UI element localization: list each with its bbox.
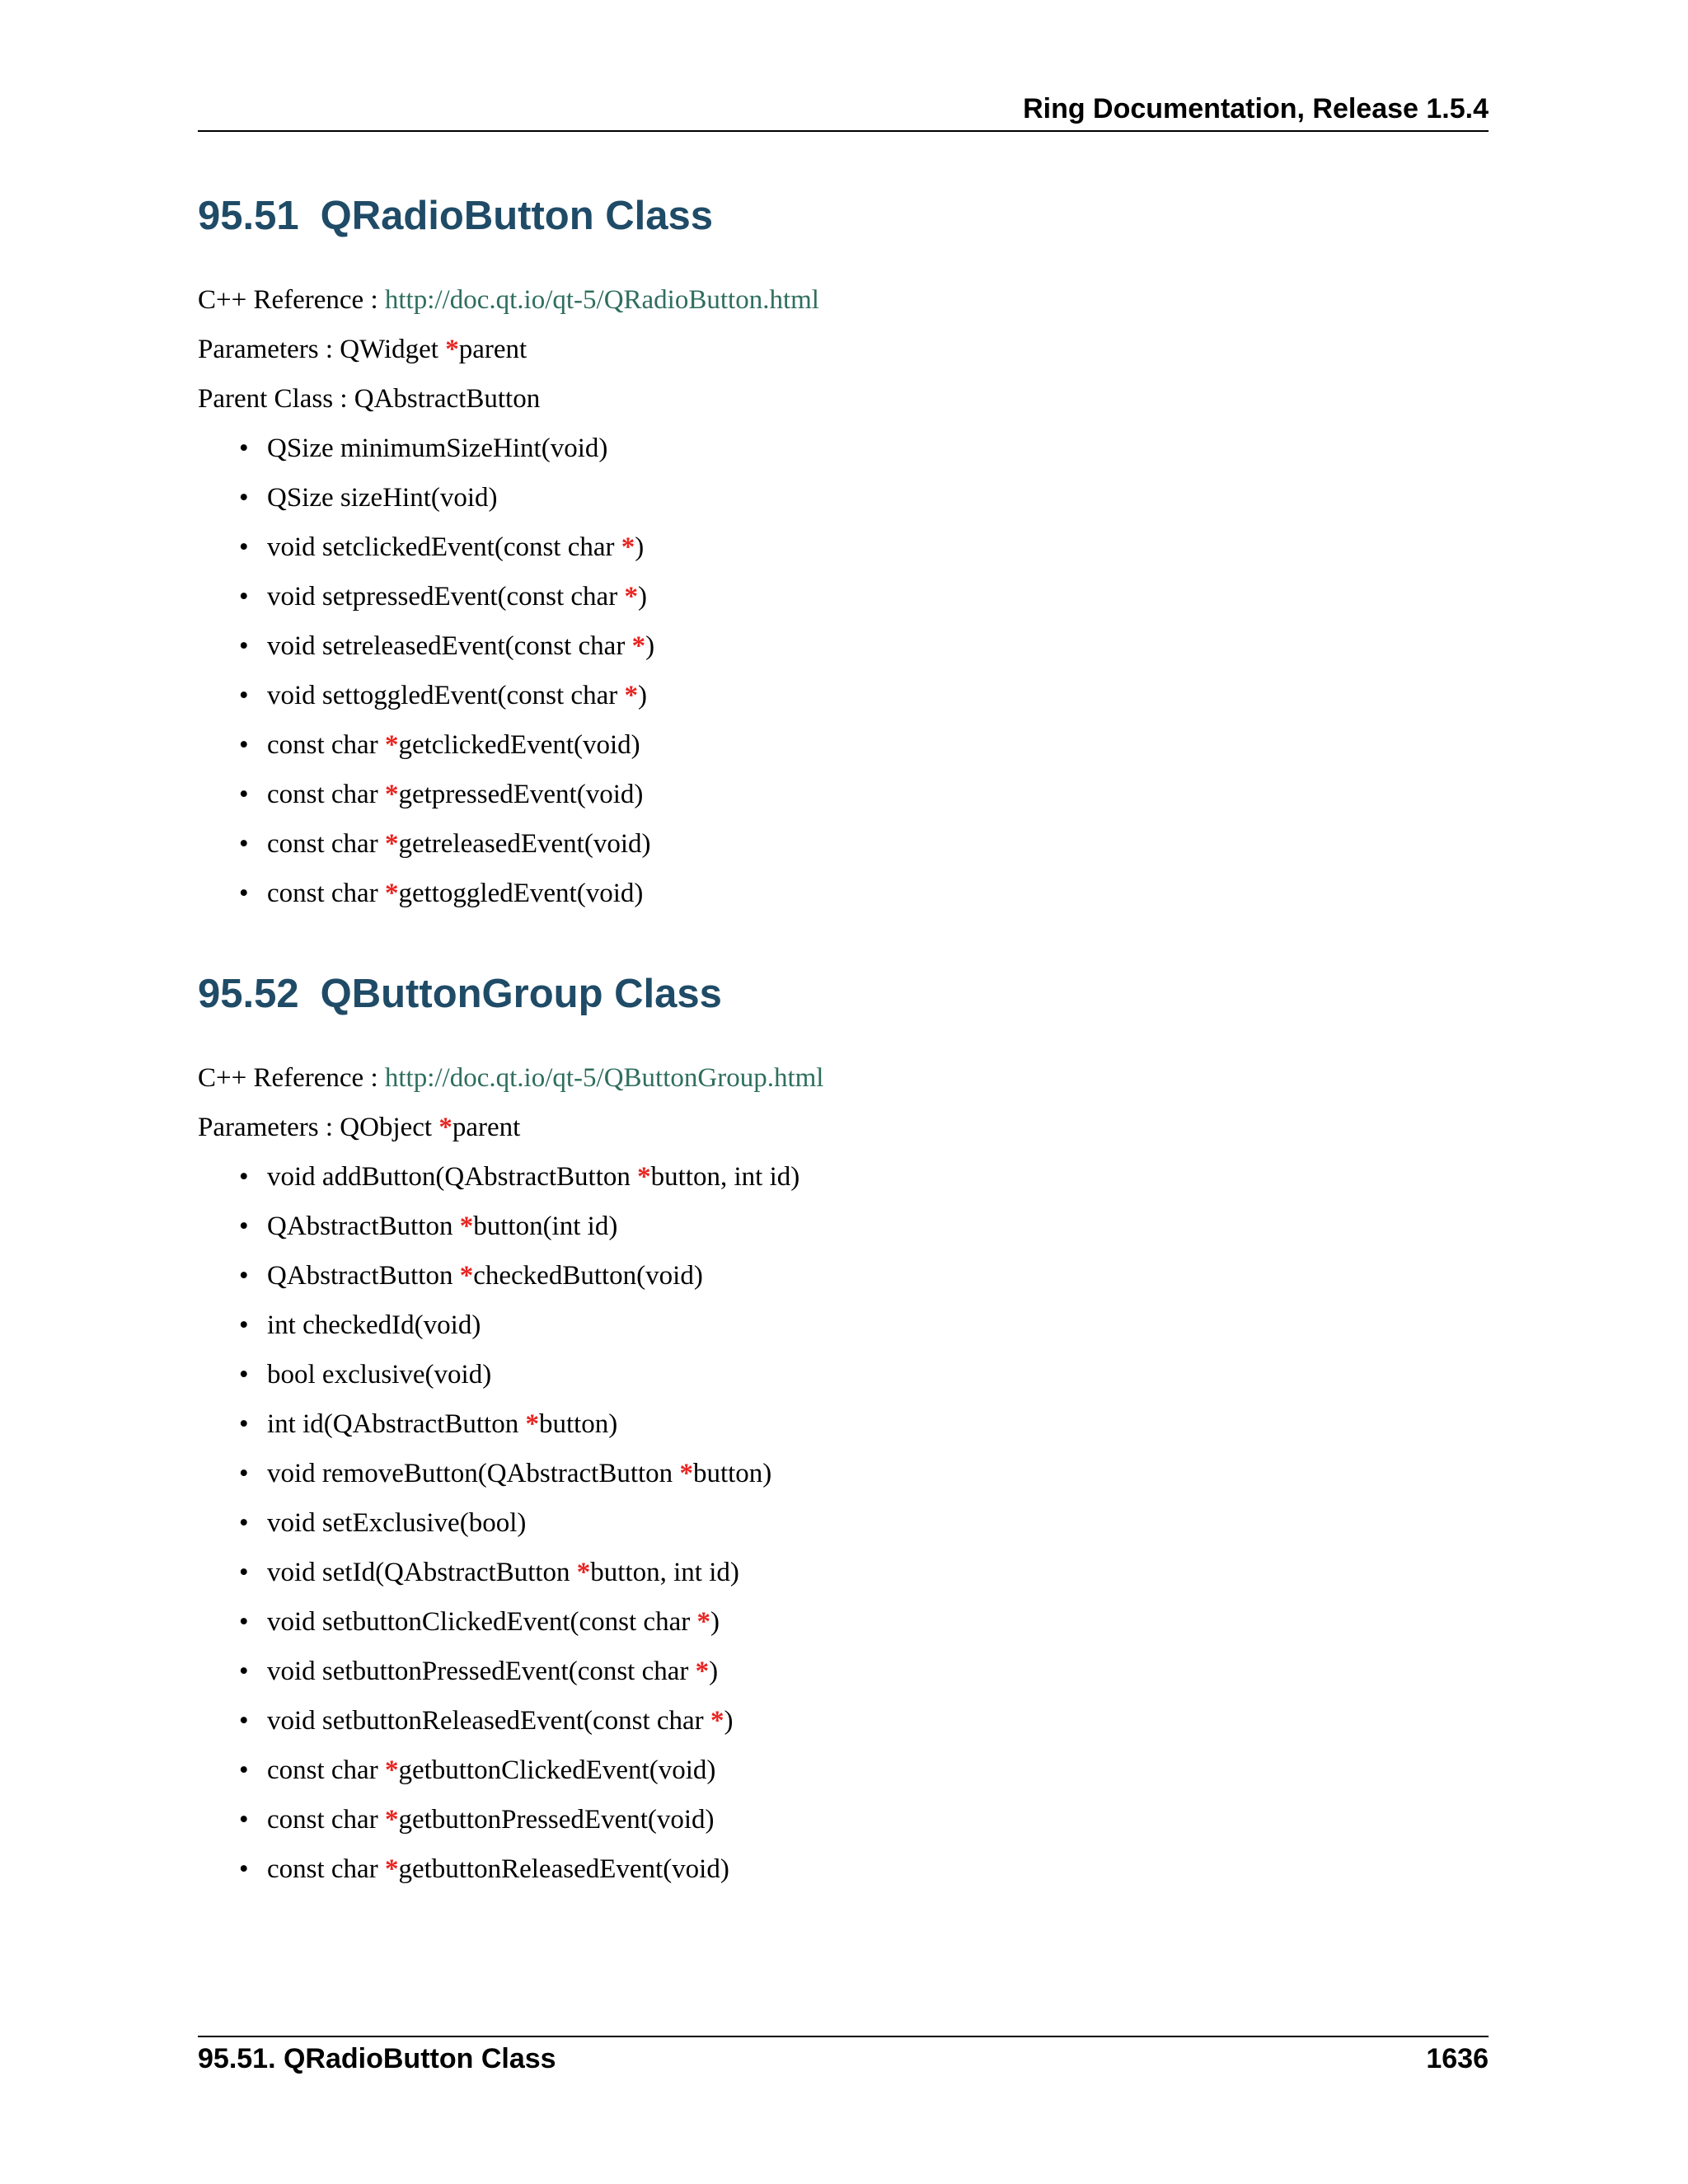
method-signature-start: bool exclusive(void): [267, 1360, 492, 1390]
bullet-icon: •: [239, 483, 249, 513]
bullet-icon: •: [239, 582, 249, 612]
method-item: [198, 1309, 799, 1358]
bullet-icon: •: [239, 829, 249, 859]
method-item: [198, 1160, 799, 1210]
pointer-star: *: [679, 1459, 693, 1488]
method-signature-start: int id(QAbstractButton: [267, 1409, 526, 1439]
method-signature-end: ): [645, 631, 655, 661]
footer-section-title: 95.51. QRadioButton Class: [198, 2043, 556, 2074]
pointer-star: *: [459, 1212, 474, 1241]
method-item: [198, 1655, 799, 1704]
method-signature-start: const char: [267, 1805, 385, 1835]
cpp-reference-line: [198, 1062, 823, 1094]
page-number: 1636: [1426, 2043, 1489, 2074]
reference-label: C++ Reference :: [198, 285, 385, 315]
method-item: [198, 1408, 799, 1457]
footer-rule: [198, 2036, 1489, 2037]
bullet-icon: •: [239, 631, 249, 661]
pointer-star: *: [576, 1558, 591, 1587]
pointer-star: *: [384, 1805, 399, 1835]
method-signature-end: ): [635, 532, 645, 562]
method-signature-start: void settoggledEvent(const char: [267, 681, 625, 710]
method-signature-end: getpressedEvent(void): [398, 780, 644, 809]
parameter-name: parent: [458, 335, 528, 364]
method-signature-end: getbuttonReleasedEvent(void): [398, 1854, 729, 1884]
method-signature-start: void setbuttonClickedEvent(const char: [267, 1607, 697, 1637]
pointer-star: *: [384, 1854, 399, 1884]
bullet-icon: •: [239, 434, 249, 463]
method-signature-start: void removeButton(QAbstractButton: [267, 1459, 680, 1488]
bullet-icon: •: [239, 1706, 249, 1736]
bullet-icon: •: [239, 1755, 249, 1785]
bullet-icon: •: [239, 1805, 249, 1835]
method-signature-end: ): [724, 1706, 734, 1736]
pointer-star: *: [438, 1113, 452, 1142]
method-signature-start: void setreleasedEvent(const char: [267, 631, 632, 661]
method-item: [198, 630, 654, 679]
method-signature-end: button): [692, 1459, 772, 1488]
method-signature-start: QSize minimumSizeHint(void): [267, 434, 608, 463]
method-signature-start: const char: [267, 780, 385, 809]
method-signature-end: checkedButton(void): [473, 1261, 703, 1291]
pointer-star: *: [384, 1755, 399, 1785]
method-signature-start: const char: [267, 730, 385, 760]
method-signature-start: void setExclusive(bool): [267, 1508, 527, 1538]
pointer-star: *: [696, 1607, 710, 1637]
method-list-qradiobutton: [198, 432, 654, 926]
header-rule: [198, 130, 1489, 132]
method-item: [198, 1210, 799, 1259]
parent-class-label: Parent Class :: [198, 384, 354, 414]
method-signature-start: void setpressedEvent(const char: [267, 582, 625, 612]
method-signature-start: const char: [267, 829, 385, 859]
section-number: 95.51: [198, 194, 299, 238]
method-item: [198, 778, 654, 827]
method-signature-start: const char: [267, 879, 385, 908]
method-signature-start: void setbuttonReleasedEvent(const char: [267, 1706, 710, 1736]
pointer-star: *: [624, 582, 638, 612]
parameter-name: parent: [452, 1113, 521, 1142]
method-item: [198, 531, 654, 580]
bullet-icon: •: [239, 1657, 249, 1686]
bullet-icon: •: [239, 1607, 249, 1637]
method-item: [198, 1754, 799, 1803]
method-signature-end: button, int id): [590, 1558, 739, 1587]
bullet-icon: •: [239, 1212, 249, 1241]
pointer-star: *: [637, 1162, 651, 1192]
bullet-icon: •: [239, 879, 249, 908]
method-signature-end: getbuttonClickedEvent(void): [398, 1755, 716, 1785]
method-item: [198, 1704, 799, 1754]
parameters-line: [198, 1111, 520, 1144]
method-signature-end: ): [710, 1607, 720, 1637]
running-header: Ring Documentation, Release 1.5.4: [1023, 93, 1489, 124]
method-signature-end: getbuttonPressedEvent(void): [398, 1805, 715, 1835]
parameter-type: QWidget: [340, 335, 446, 364]
bullet-icon: •: [239, 1558, 249, 1587]
pointer-star: *: [384, 879, 399, 908]
section-number: 95.52: [198, 972, 299, 1016]
method-item: [198, 1556, 799, 1605]
method-signature-end: button, int id): [650, 1162, 800, 1192]
method-item: [198, 729, 654, 778]
method-signature-start: const char: [267, 1854, 385, 1884]
section-heading-qbuttongroup: [198, 969, 722, 1019]
method-signature-start: void addButton(QAbstractButton: [267, 1162, 638, 1192]
method-signature-end: ): [637, 681, 647, 710]
pointer-star: *: [631, 631, 646, 661]
method-item: [198, 679, 654, 729]
method-item: [198, 1358, 799, 1408]
method-item: [198, 1259, 799, 1309]
parameters-label: Parameters :: [198, 1113, 340, 1142]
method-list-qbuttongroup: [198, 1160, 799, 1902]
bullet-icon: •: [239, 681, 249, 710]
pointer-star: *: [445, 335, 459, 364]
pointer-star: *: [384, 780, 399, 809]
reference-link[interactable]: http://doc.qt.io/qt-5/QRadioButton.html: [384, 285, 819, 315]
pointer-star: *: [710, 1706, 724, 1736]
section-title-text: QButtonGroup Class: [320, 972, 722, 1016]
method-signature-start: void setbuttonPressedEvent(const char: [267, 1657, 696, 1686]
pointer-star: *: [695, 1657, 710, 1686]
method-item: [198, 580, 654, 630]
bullet-icon: •: [239, 1854, 249, 1884]
method-item: [198, 1605, 799, 1655]
parent-class-line: [198, 382, 540, 415]
bullet-icon: •: [239, 1508, 249, 1538]
method-signature-start: void setId(QAbstractButton: [267, 1558, 577, 1587]
section-title-text: QRadioButton Class: [320, 194, 714, 238]
pointer-star: *: [384, 829, 399, 859]
method-item: [198, 877, 654, 926]
method-item: [198, 1457, 799, 1507]
parent-class-value: QAbstractButton: [354, 384, 541, 414]
bullet-icon: •: [239, 1261, 249, 1291]
bullet-icon: •: [239, 1409, 249, 1439]
method-item: [198, 827, 654, 877]
pointer-star: *: [621, 532, 635, 562]
parameters-label: Parameters :: [198, 335, 340, 364]
method-signature-end: button): [538, 1409, 618, 1439]
bullet-icon: •: [239, 730, 249, 760]
reference-label: C++ Reference :: [198, 1063, 385, 1093]
method-signature-start: int checkedId(void): [267, 1310, 481, 1340]
bullet-icon: •: [239, 780, 249, 809]
method-signature-start: const char: [267, 1755, 385, 1785]
method-signature-end: getclickedEvent(void): [398, 730, 640, 760]
method-signature-end: button(int id): [473, 1212, 618, 1241]
bullet-icon: •: [239, 1310, 249, 1340]
pointer-star: *: [624, 681, 638, 710]
method-signature-start: QAbstractButton: [267, 1261, 460, 1291]
method-signature-start: QAbstractButton: [267, 1212, 460, 1241]
method-item: [198, 1803, 799, 1853]
method-signature-start: void setclickedEvent(const char: [267, 532, 621, 562]
method-signature-end: gettoggledEvent(void): [398, 879, 644, 908]
method-signature-end: ): [637, 582, 647, 612]
method-item: [198, 481, 654, 531]
pointer-star: *: [459, 1261, 474, 1291]
method-item: [198, 1853, 799, 1902]
method-signature-start: QSize sizeHint(void): [267, 483, 498, 513]
bullet-icon: •: [239, 1459, 249, 1488]
method-item: [198, 1507, 799, 1556]
bullet-icon: •: [239, 1360, 249, 1390]
bullet-icon: •: [239, 1162, 249, 1192]
method-signature-end: ): [709, 1657, 719, 1686]
method-signature-end: getreleasedEvent(void): [398, 829, 651, 859]
parameters-line: [198, 333, 527, 366]
cpp-reference-line: [198, 284, 819, 316]
method-item: [198, 432, 654, 481]
parameter-type: QObject: [340, 1113, 439, 1142]
pointer-star: *: [525, 1409, 539, 1439]
reference-link[interactable]: http://doc.qt.io/qt-5/QButtonGroup.html: [384, 1063, 824, 1093]
pointer-star: *: [384, 730, 399, 760]
section-heading-qradiobutton: [198, 191, 713, 241]
bullet-icon: •: [239, 532, 249, 562]
